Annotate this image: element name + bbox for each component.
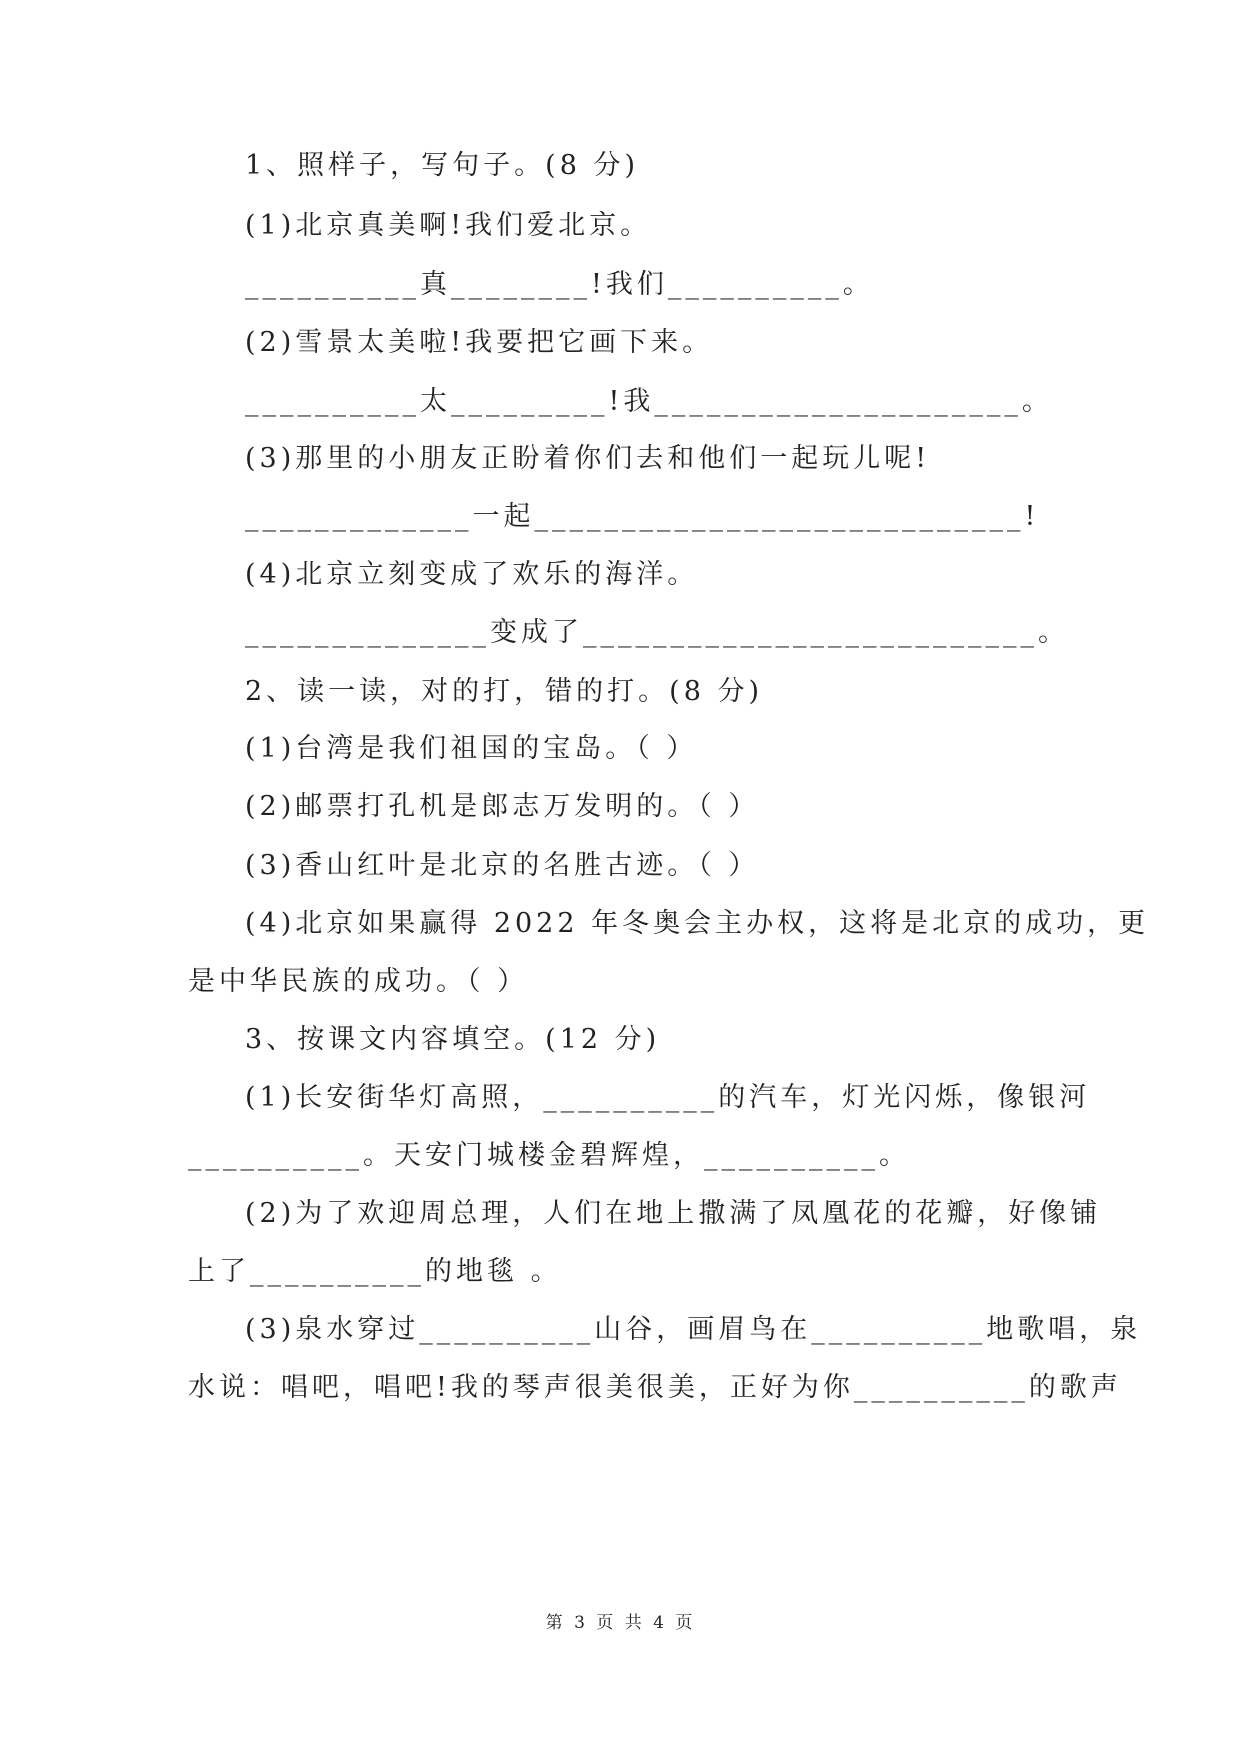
q2-4-line1: (4)北京如果赢得 2022 年冬奥会主办权，这将是北京的成功，更 bbox=[245, 908, 1150, 939]
q1-3-blank: _____________一起____________________________! bbox=[245, 501, 1040, 532]
q2-2: (2)邮票打孔机是郎志万发明的。（ ） bbox=[245, 791, 760, 822]
q2-3: (3)香山红叶是北京的名胜古迹。（ ） bbox=[245, 850, 760, 881]
page-footer: 第 3 页 共 4 页 bbox=[545, 1613, 696, 1633]
q3-1-line1: (1)长安街华灯高照，__________的汽车，灯光闪烁，像银河 bbox=[245, 1082, 1091, 1113]
q1-3-example: (3)那里的小朋友正盼着你们去和他们一起玩儿呢! bbox=[245, 443, 931, 474]
q2-1: (1)台湾是我们祖国的宝岛。（ ） bbox=[245, 733, 698, 764]
section-3-title: 3、按课文内容填空。(12 分) bbox=[245, 1024, 661, 1055]
section-2-title: 2、读一读，对的打，错的打。(8 分) bbox=[245, 676, 764, 707]
q3-2-line1: (2)为了欢迎周总理，人们在地上撒满了凤凰花的花瓣，好像铺 bbox=[245, 1198, 1102, 1229]
q1-1-example: (1)北京真美啊!我们爱北京。 bbox=[245, 210, 652, 241]
q1-1-blank: __________真________!我们__________。 bbox=[245, 269, 874, 300]
q1-4-example: (4)北京立刻变成了欢乐的海洋。 bbox=[245, 559, 699, 590]
q2-4-line2: 是中华民族的成功。（ ） bbox=[188, 966, 529, 997]
q1-2-blank: __________太_________!我_____________________。 bbox=[245, 386, 1053, 417]
q1-4-blank: ______________变成了__________________________。 bbox=[245, 617, 1069, 648]
q3-3-line1: (3)泉水穿过__________山谷，画眉鸟在__________地歌唱，泉 bbox=[245, 1314, 1142, 1345]
q3-3-line2: 水说：唱吧，唱吧!我的琴声很美很美，正好为你__________的歌声 bbox=[188, 1372, 1122, 1403]
q3-1-line2: __________。天安门城楼金碧辉煌，__________。 bbox=[188, 1140, 910, 1171]
section-1-title: 1、照样子，写句子。(8 分) bbox=[245, 150, 640, 181]
q1-2-example: (2)雪景太美啦!我要把它画下来。 bbox=[245, 327, 714, 358]
q3-2-line2: 上了__________的地毯 。 bbox=[188, 1256, 562, 1287]
